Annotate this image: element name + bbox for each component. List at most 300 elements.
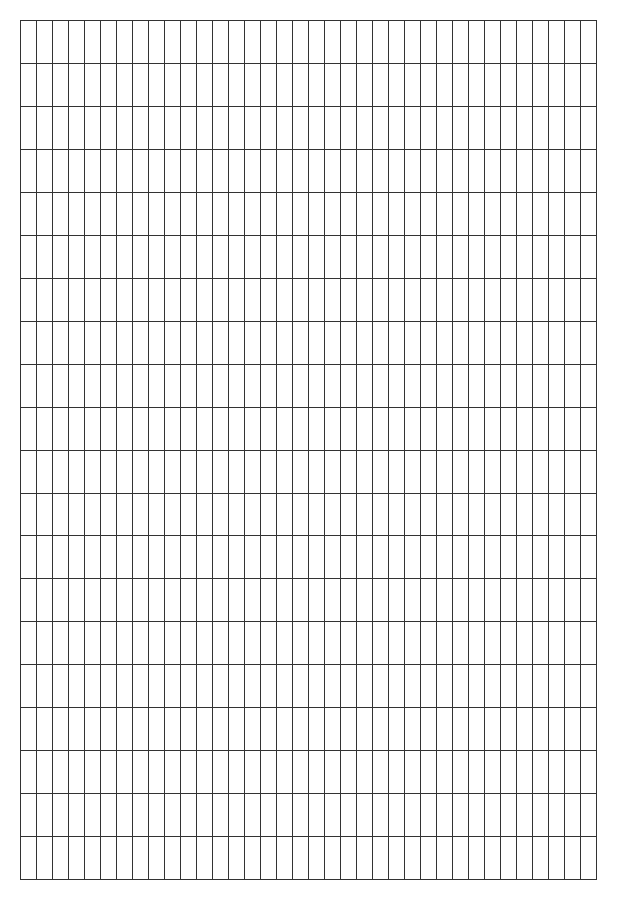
table-cell — [261, 407, 277, 450]
table-cell — [405, 536, 421, 579]
table-cell — [373, 235, 389, 278]
table-cell — [37, 235, 53, 278]
table-cell — [389, 751, 405, 794]
table-cell — [85, 107, 101, 150]
table-cell — [69, 21, 85, 64]
table-cell — [21, 407, 37, 450]
table-cell — [341, 622, 357, 665]
table-cell — [421, 536, 437, 579]
table-cell — [229, 278, 245, 321]
table-cell — [469, 665, 485, 708]
table-cell — [261, 21, 277, 64]
table-cell — [85, 21, 101, 64]
table-cell — [117, 364, 133, 407]
table-cell — [341, 150, 357, 193]
table-row — [357, 21, 373, 880]
table-cell — [69, 536, 85, 579]
table-cell — [389, 794, 405, 837]
table-cell — [69, 708, 85, 751]
table-cell — [149, 150, 165, 193]
table-cell — [85, 64, 101, 107]
table-cell — [549, 407, 565, 450]
table-cell — [341, 708, 357, 751]
table-row — [293, 21, 309, 880]
table-cell — [437, 64, 453, 107]
table-cell — [533, 321, 549, 364]
table-cell — [325, 235, 341, 278]
table-cell — [277, 364, 293, 407]
table-cell — [149, 579, 165, 622]
table-cell — [261, 493, 277, 536]
table-cell — [341, 493, 357, 536]
table-cell — [165, 536, 181, 579]
table-cell — [581, 794, 597, 837]
table-cell — [149, 193, 165, 236]
table-cell — [549, 321, 565, 364]
table-cell — [341, 193, 357, 236]
table-cell — [277, 235, 293, 278]
table-cell — [85, 708, 101, 751]
table-cell — [533, 278, 549, 321]
table-cell — [197, 579, 213, 622]
table-cell — [309, 493, 325, 536]
table-cell — [325, 622, 341, 665]
table-cell — [181, 364, 197, 407]
table-cell — [341, 321, 357, 364]
table-cell — [245, 794, 261, 837]
table-cell — [405, 364, 421, 407]
table-cell — [277, 278, 293, 321]
table-cell — [213, 493, 229, 536]
table-cell — [117, 450, 133, 493]
table-cell — [229, 536, 245, 579]
table-cell — [197, 536, 213, 579]
table-cell — [565, 665, 581, 708]
table-cell — [485, 407, 501, 450]
table-cell — [421, 364, 437, 407]
table-cell — [341, 364, 357, 407]
table-cell — [149, 235, 165, 278]
table-cell — [293, 493, 309, 536]
table-cell — [165, 235, 181, 278]
table-cell — [517, 107, 533, 150]
table-cell — [149, 407, 165, 450]
table-cell — [485, 150, 501, 193]
table-cell — [325, 536, 341, 579]
table-cell — [21, 364, 37, 407]
table-cell — [437, 708, 453, 751]
table-cell — [117, 493, 133, 536]
table-cell — [181, 751, 197, 794]
table-cell — [405, 107, 421, 150]
table-cell — [53, 794, 69, 837]
table-cell — [213, 708, 229, 751]
table-cell — [373, 536, 389, 579]
table-cell — [197, 407, 213, 450]
table-cell — [37, 278, 53, 321]
table-cell — [293, 150, 309, 193]
table-cell — [533, 536, 549, 579]
table-cell — [181, 622, 197, 665]
table-cell — [421, 794, 437, 837]
table-cell — [245, 536, 261, 579]
table-cell — [469, 278, 485, 321]
table-cell — [485, 579, 501, 622]
table-cell — [213, 107, 229, 150]
table-cell — [101, 622, 117, 665]
table-cell — [101, 751, 117, 794]
table-cell — [325, 493, 341, 536]
table-cell — [357, 665, 373, 708]
table-cell — [133, 107, 149, 150]
table-cell — [517, 278, 533, 321]
table-cell — [149, 493, 165, 536]
table-cell — [373, 450, 389, 493]
table-cell — [21, 321, 37, 364]
table-cell — [37, 193, 53, 236]
table-cell — [133, 235, 149, 278]
table-cell — [213, 193, 229, 236]
table-cell — [101, 64, 117, 107]
table-row — [101, 21, 117, 880]
table-cell — [117, 235, 133, 278]
table-cell — [469, 235, 485, 278]
table-cell — [485, 21, 501, 64]
table-cell — [533, 622, 549, 665]
table-cell — [309, 407, 325, 450]
table-cell — [37, 493, 53, 536]
table-cell — [85, 536, 101, 579]
table-row — [229, 21, 245, 880]
table-cell — [565, 407, 581, 450]
table-cell — [85, 794, 101, 837]
table-cell — [197, 751, 213, 794]
table-cell — [85, 150, 101, 193]
table-cell — [181, 235, 197, 278]
table-cell — [245, 321, 261, 364]
table-cell — [325, 150, 341, 193]
table-cell — [501, 837, 517, 880]
table-cell — [261, 536, 277, 579]
table-cell — [69, 321, 85, 364]
table-cell — [261, 278, 277, 321]
table-row — [565, 21, 581, 880]
table-cell — [501, 622, 517, 665]
table-cell — [405, 321, 421, 364]
table-cell — [501, 450, 517, 493]
table-row — [437, 21, 453, 880]
table-cell — [485, 708, 501, 751]
table-row — [85, 21, 101, 880]
table-cell — [501, 493, 517, 536]
table-cell — [37, 751, 53, 794]
table-cell — [581, 21, 597, 64]
table-cell — [229, 64, 245, 107]
table-cell — [581, 536, 597, 579]
table-cell — [405, 665, 421, 708]
table-cell — [549, 837, 565, 880]
table-cell — [181, 407, 197, 450]
table-cell — [485, 794, 501, 837]
table-cell — [69, 107, 85, 150]
table-cell — [21, 708, 37, 751]
table-cell — [101, 450, 117, 493]
table-cell — [197, 278, 213, 321]
table-cell — [581, 493, 597, 536]
table-cell — [213, 150, 229, 193]
table-row — [469, 21, 485, 880]
table-row — [117, 21, 133, 880]
table-cell — [37, 107, 53, 150]
table-cell — [309, 450, 325, 493]
table-row — [37, 21, 53, 880]
table-cell — [469, 150, 485, 193]
table-cell — [389, 64, 405, 107]
table-cell — [517, 235, 533, 278]
table-cell — [485, 665, 501, 708]
table-cell — [21, 450, 37, 493]
table-cell — [69, 579, 85, 622]
table-cell — [53, 278, 69, 321]
table-cell — [405, 235, 421, 278]
table-cell — [213, 837, 229, 880]
table-cell — [325, 837, 341, 880]
table-cell — [341, 794, 357, 837]
table-cell — [325, 579, 341, 622]
table-cell — [37, 579, 53, 622]
table-cell — [117, 579, 133, 622]
table-cell — [405, 493, 421, 536]
table-cell — [85, 407, 101, 450]
table-row — [69, 21, 85, 880]
table-cell — [293, 21, 309, 64]
table-cell — [277, 150, 293, 193]
table-cell — [485, 321, 501, 364]
table-cell — [469, 364, 485, 407]
table-row — [501, 21, 517, 880]
table-cell — [229, 493, 245, 536]
table-cell — [53, 107, 69, 150]
table-cell — [325, 794, 341, 837]
table-cell — [389, 837, 405, 880]
table-cell — [421, 665, 437, 708]
table-cell — [517, 64, 533, 107]
table-cell — [549, 235, 565, 278]
table-cell — [165, 278, 181, 321]
table-cell — [501, 364, 517, 407]
table-cell — [357, 321, 373, 364]
table-cell — [533, 450, 549, 493]
table-cell — [149, 364, 165, 407]
table-cell — [309, 21, 325, 64]
table-cell — [581, 235, 597, 278]
table-cell — [245, 21, 261, 64]
table-cell — [533, 794, 549, 837]
table-cell — [53, 622, 69, 665]
table-cell — [53, 150, 69, 193]
table-cell — [181, 321, 197, 364]
table-cell — [357, 235, 373, 278]
table-row — [453, 21, 469, 880]
table-cell — [517, 708, 533, 751]
table-cell — [21, 794, 37, 837]
table-cell — [565, 150, 581, 193]
table-cell — [453, 794, 469, 837]
table-cell — [21, 235, 37, 278]
table-cell — [373, 21, 389, 64]
table-cell — [149, 107, 165, 150]
table-cell — [501, 278, 517, 321]
register-table — [20, 20, 597, 880]
table-cell — [437, 364, 453, 407]
table-cell — [37, 21, 53, 64]
table-cell — [101, 579, 117, 622]
table-cell — [373, 579, 389, 622]
table-cell — [293, 321, 309, 364]
table-cell — [357, 837, 373, 880]
table-cell — [421, 107, 437, 150]
table-cell — [565, 450, 581, 493]
table-cell — [453, 150, 469, 193]
table-cell — [181, 665, 197, 708]
table-cell — [485, 193, 501, 236]
table-cell — [261, 193, 277, 236]
table-cell — [277, 751, 293, 794]
table-cell — [213, 64, 229, 107]
table-cell — [85, 450, 101, 493]
table-cell — [149, 708, 165, 751]
table-cell — [85, 751, 101, 794]
table-cell — [517, 536, 533, 579]
table-cell — [341, 107, 357, 150]
table-cell — [245, 150, 261, 193]
table-cell — [133, 64, 149, 107]
table-row — [21, 21, 37, 880]
table-cell — [85, 665, 101, 708]
table-cell — [69, 493, 85, 536]
table-row — [485, 21, 501, 880]
table-cell — [37, 708, 53, 751]
table-cell — [21, 107, 37, 150]
table-cell — [421, 407, 437, 450]
table-cell — [53, 21, 69, 64]
table-cell — [325, 665, 341, 708]
table-cell — [117, 150, 133, 193]
table-cell — [101, 193, 117, 236]
table-cell — [309, 278, 325, 321]
table-cell — [357, 21, 373, 64]
table-cell — [69, 751, 85, 794]
table-cell — [245, 107, 261, 150]
table-cell — [117, 708, 133, 751]
table-cell — [357, 579, 373, 622]
table-cell — [469, 794, 485, 837]
table-cell — [133, 708, 149, 751]
table-cell — [549, 364, 565, 407]
table-cell — [565, 235, 581, 278]
table-cell — [101, 708, 117, 751]
table-cell — [549, 665, 565, 708]
table-row — [245, 21, 261, 880]
table-cell — [469, 21, 485, 64]
table-cell — [229, 665, 245, 708]
table-cell — [101, 150, 117, 193]
table-cell — [565, 21, 581, 64]
table-cell — [53, 708, 69, 751]
table-cell — [165, 364, 181, 407]
table-cell — [453, 321, 469, 364]
table-cell — [37, 150, 53, 193]
table-cell — [357, 407, 373, 450]
table-cell — [581, 708, 597, 751]
table-cell — [85, 579, 101, 622]
table-cell — [69, 665, 85, 708]
table-cell — [117, 107, 133, 150]
table-cell — [53, 321, 69, 364]
table-cell — [133, 665, 149, 708]
table-cell — [501, 193, 517, 236]
table-cell — [101, 794, 117, 837]
table-cell — [133, 536, 149, 579]
table-cell — [165, 794, 181, 837]
table-cell — [277, 450, 293, 493]
table-cell — [549, 150, 565, 193]
table-cell — [389, 622, 405, 665]
table-cell — [453, 450, 469, 493]
table-cell — [565, 493, 581, 536]
table-cell — [213, 794, 229, 837]
table-cell — [309, 364, 325, 407]
table-cell — [213, 21, 229, 64]
table-cell — [229, 235, 245, 278]
table-cell — [533, 579, 549, 622]
table-cell — [277, 64, 293, 107]
table-cell — [37, 64, 53, 107]
table-cell — [501, 794, 517, 837]
table-cell — [37, 450, 53, 493]
table-cell — [181, 837, 197, 880]
table-cell — [501, 665, 517, 708]
table-cell — [357, 278, 373, 321]
table-cell — [581, 321, 597, 364]
table-cell — [405, 64, 421, 107]
table-cell — [229, 751, 245, 794]
table-cell — [293, 235, 309, 278]
table-cell — [37, 536, 53, 579]
table-cell — [245, 622, 261, 665]
table-cell — [69, 193, 85, 236]
table-cell — [341, 536, 357, 579]
table-cell — [421, 193, 437, 236]
table-cell — [229, 450, 245, 493]
table-cell — [21, 665, 37, 708]
table-cell — [149, 64, 165, 107]
table-cell — [181, 21, 197, 64]
table-cell — [229, 622, 245, 665]
table-cell — [101, 21, 117, 64]
table-cell — [85, 278, 101, 321]
table-cell — [37, 837, 53, 880]
table-cell — [85, 493, 101, 536]
table-cell — [517, 493, 533, 536]
table-cell — [181, 794, 197, 837]
table-cell — [405, 794, 421, 837]
table-cell — [197, 665, 213, 708]
table-cell — [549, 794, 565, 837]
table-cell — [469, 107, 485, 150]
table-row — [149, 21, 165, 880]
table-cell — [309, 107, 325, 150]
